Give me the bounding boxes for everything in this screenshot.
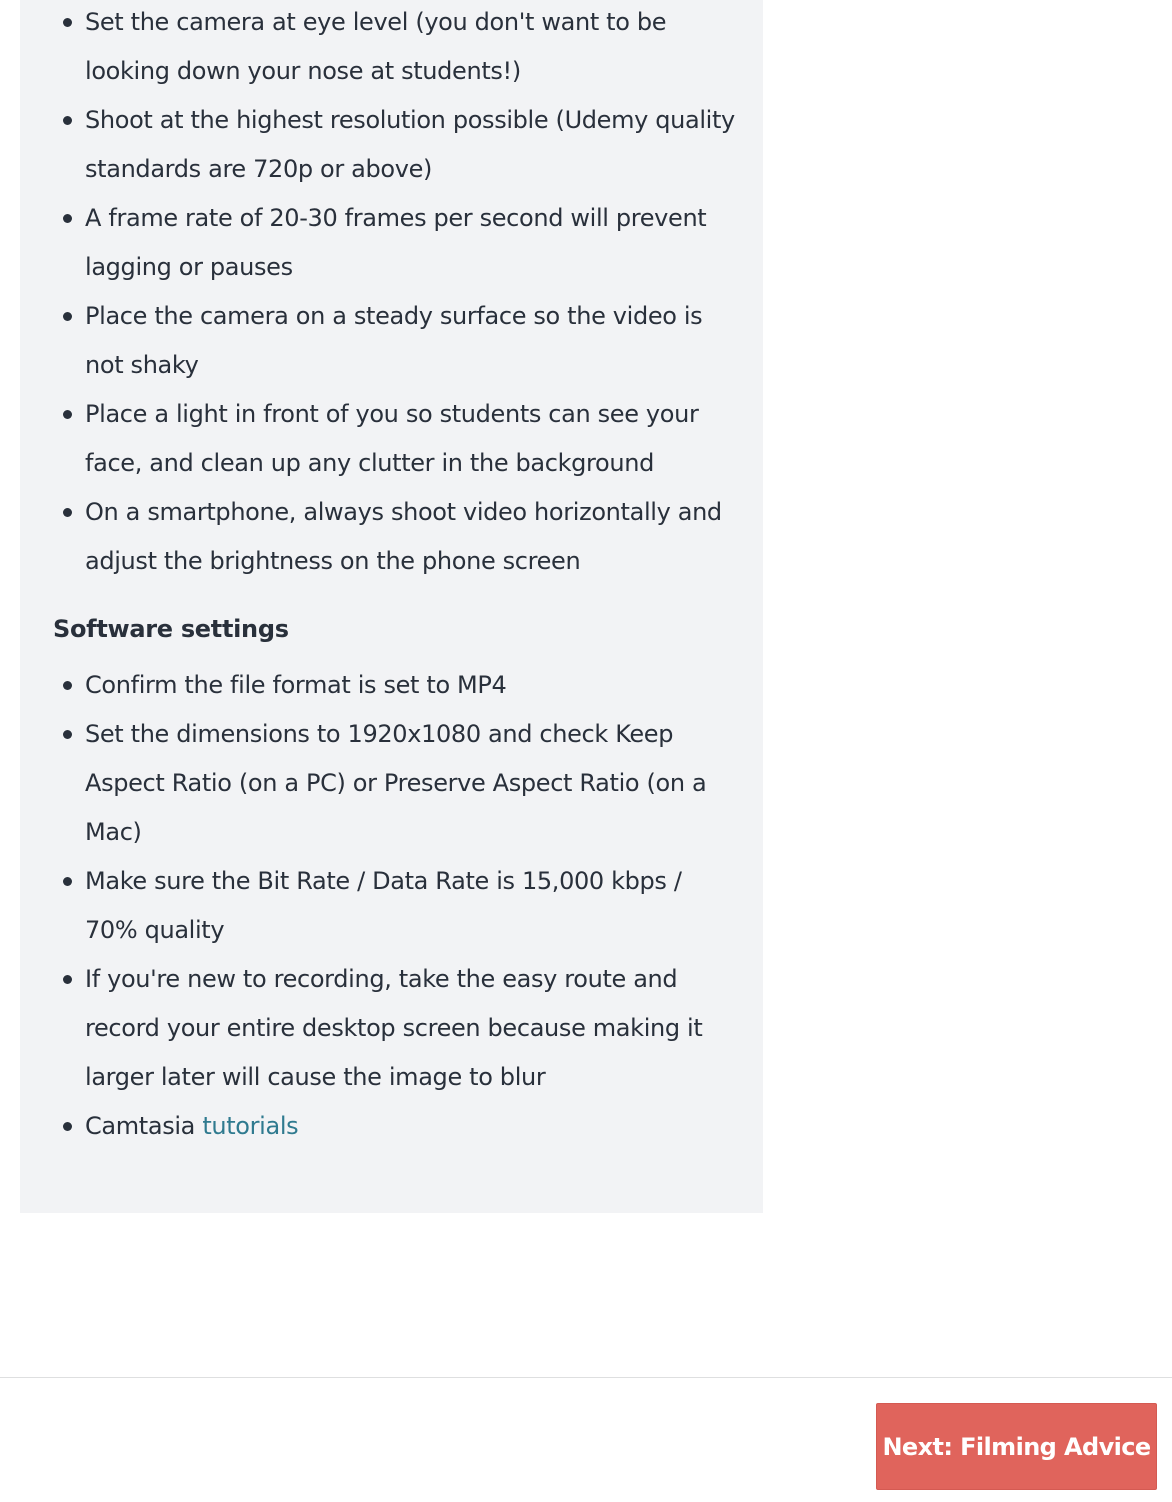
list-item-text: Set the camera at eye level (you don't want to be looking down your nose at students!) xyxy=(85,8,667,85)
list-item xyxy=(20,661,763,710)
bullet-icon xyxy=(63,18,72,27)
list-item-text: Confirm the file format is set to MP4 xyxy=(85,671,507,699)
list-item-text: Make sure the Bit Rate / Data Rate is 15,000 kbps / 70% quality xyxy=(85,867,682,944)
list-item-text: On a smartphone, always shoot video horizontally and adjust the brightness on the phone screen xyxy=(85,498,722,575)
list-item xyxy=(20,857,763,955)
list-item xyxy=(20,1102,763,1151)
list-item-text: If you're new to recording, take the easy route and record your entire desktop screen because making it larger later will cause the image to blur xyxy=(85,965,703,1091)
footer-divider xyxy=(0,1377,1172,1378)
bullet-icon xyxy=(63,116,72,125)
bullet-icon xyxy=(63,975,72,984)
bullet-icon xyxy=(63,214,72,223)
next-lecture-button[interactable]: Next: Filming Advice xyxy=(876,1403,1157,1490)
list-item-text: Set the dimensions to 1920x1080 and check Keep Aspect Ratio (on a PC) or Preserve Aspect Ratio (on a Mac) xyxy=(85,720,707,846)
software-settings-heading: Software settings xyxy=(53,615,289,643)
list-item xyxy=(20,488,763,586)
list-item-text: Shoot at the highest resolution possible (Udemy quality standards are 720p or above) xyxy=(85,106,735,183)
camtasia-tutorials-link[interactable]: tutorials xyxy=(202,1112,299,1140)
bullet-icon xyxy=(63,730,72,739)
bullet-icon xyxy=(63,1122,72,1131)
camera-tips-list xyxy=(20,0,763,586)
list-item xyxy=(20,292,763,390)
list-item-text: Place the camera on a steady surface so the video is not shaky xyxy=(85,302,703,379)
software-settings-list xyxy=(20,661,763,1151)
bullet-icon xyxy=(63,312,72,321)
list-item xyxy=(20,0,763,96)
list-item-text: Camtasia xyxy=(85,1112,196,1140)
list-item xyxy=(20,390,763,488)
article-content-panel xyxy=(20,0,763,1213)
list-item-text: A frame rate of 20-30 frames per second will prevent lagging or pauses xyxy=(85,204,707,281)
list-item xyxy=(20,96,763,194)
bullet-icon xyxy=(63,877,72,886)
list-item xyxy=(20,710,763,857)
list-item-text: Place a light in front of you so students can see your face, and clean up any clutter in the background xyxy=(85,400,699,477)
bullet-icon xyxy=(63,508,72,517)
list-item xyxy=(20,194,763,292)
list-item xyxy=(20,955,763,1102)
bullet-icon xyxy=(63,681,72,690)
bullet-icon xyxy=(63,410,72,419)
